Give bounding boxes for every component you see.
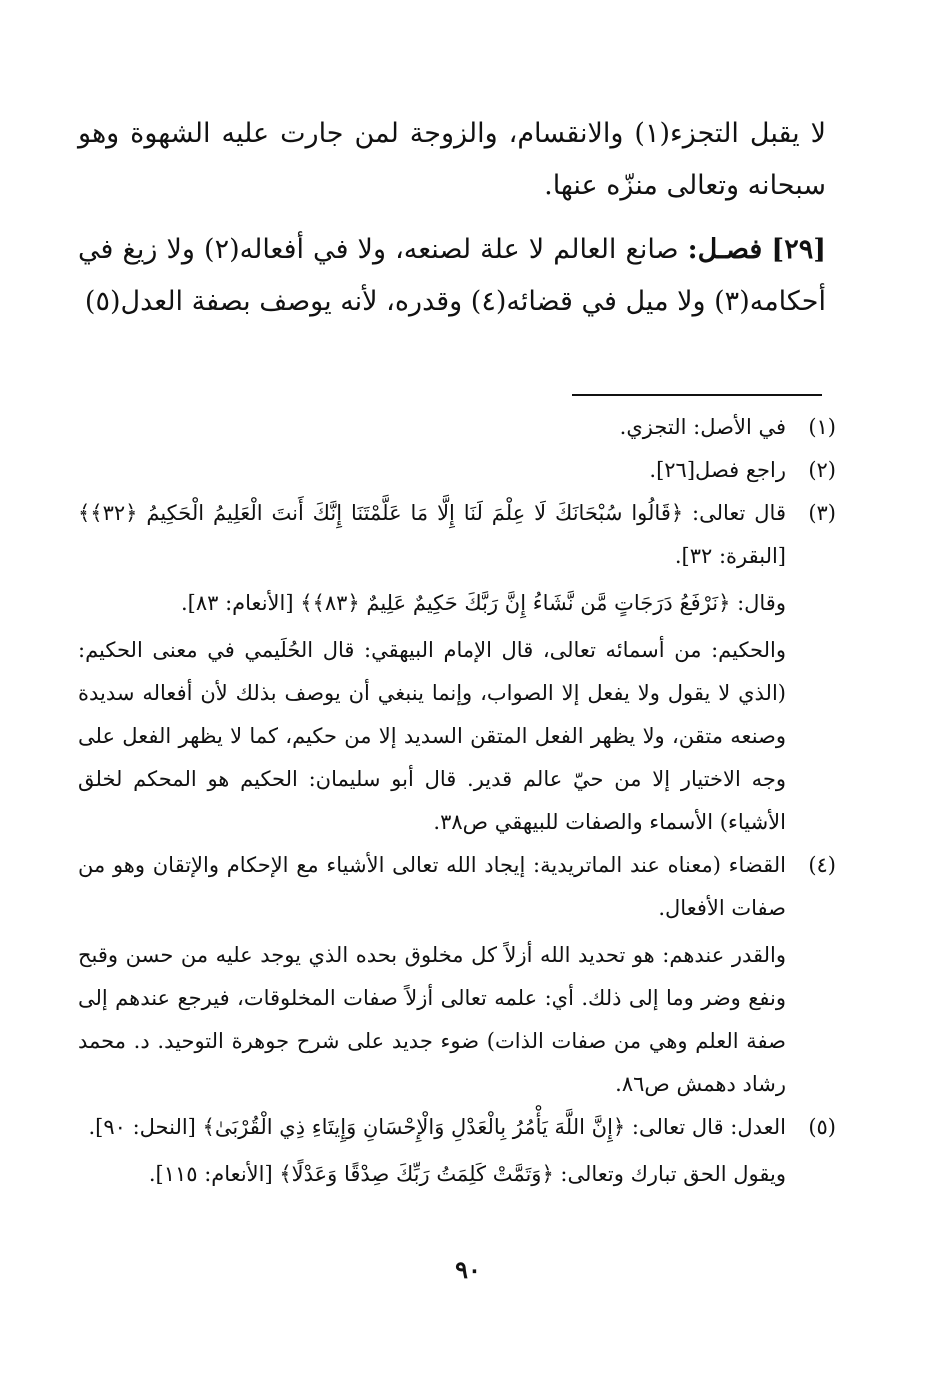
footnote-3 — [78, 492, 836, 844]
footnote-4 — [78, 844, 836, 1106]
main-paragraph-1: لا يقبل التجزء(١) والانقسام، والزوجة لمن جارت عليه الشهوة وهو سبحانه وتعالى منزّه عنها. — [78, 118, 826, 201]
footnote-body — [78, 844, 786, 1106]
footnote-text: قال تعالى: ﴿قَالُوا سُبْحَانَكَ لَا عِلْمَ لَنَا إِلَّا مَا عَلَّمْتَنَا إِنَّكَ أَنتَ الْعَلِيمُ الْحَكِيمُ ﴿٣٢﴾﴾ [البقرة: ٣٢]. — [78, 501, 786, 568]
footnote-number: (٢) — [808, 458, 836, 482]
footnote-text: راجع فصل[٢٦]. — [649, 458, 786, 482]
footnote-text: ويقول الحق تبارك وتعالى: ﴿وَتَمَّتْ كَلِمَتُ رَبِّكَ صِدْقًا وَعَدْلًا﴾ [الأنعام: ١١٥]. — [148, 1162, 786, 1186]
footnotes — [78, 406, 836, 1196]
footnote-text: والحكيم: من أسمائه تعالى، قال الإمام البيهقي: قال الحُلَيمي في معنى الحكيم: (الذي لا يقول ولا يفعل إلا الصواب، وإنما ينبغي أن يوصف بذلك لأن أفعاله سديدة وصنعه متقن، ولا يظهر الفعل المتقن السديد إلا من حكيم، كما لا يظهر الفعل على وجه الاختيار إلا من حيّ عالم قدير. قال أبو سليمان: الحكيم هو المحكم لخلق الأشياء) الأسماء والصفات للبيهقي ص٣٨. — [78, 638, 786, 834]
section-heading: فصـل: — [687, 234, 763, 265]
footnote-body — [78, 492, 786, 844]
main-paragraph-2 — [78, 224, 826, 328]
footnote-text: وقال: ﴿نَرْفَعُ دَرَجَاتٍ مَّن نَّشَاءُ إِنَّ رَبَّكَ حَكِيمٌ عَلِيمٌ ﴿٨٣﴾﴾ [الأنعام: ٨٣]. — [180, 591, 786, 615]
footnote-number: (٤) — [808, 853, 836, 877]
section-body: صانع العالم لا علة لصنعه، ولا في أفعاله(٢) ولا زيغ في أحكامه(٣) ولا ميل في قضائه(٤) وقدره، لأنه يوصف بصفة العدل(٥) — [78, 234, 826, 317]
footnote-text: العدل: قال تعالى: ﴿إِنَّ اللَّهَ يَأْمُرُ بِالْعَدْلِ وَالْإِحْسَانِ وَإِيتَاءِ ذِي الْقُرْبَىٰ﴾ [النحل: ٩٠]. — [88, 1115, 786, 1139]
footnote-text: القضاء (معناه عند الماتريدية: إيجاد الله تعالى الأشياء مع الإحكام والإتقان وهو من صفات الأفعال. — [78, 853, 786, 920]
footnote-number: (٣) — [808, 501, 836, 525]
footnote-body — [78, 1106, 786, 1196]
footnote-body — [78, 449, 786, 492]
footnote-2 — [78, 449, 836, 492]
footnote-text: في الأصل: التجزي. — [619, 415, 786, 439]
footnote-separator — [572, 394, 822, 396]
footnote-text: والقدر عندهم: هو تحديد الله أزلاً كل مخلوق بحده الذي يوجد عليه من حسن وقبح ونفع وضر وما إلى ذلك. أي: علمه تعالى أزلاً صفات المخلوقات، فيرجع عندهم إلى صفة العلم وهي من صفات الذات) ضوء جديد على شرح جوهرة التوحيد. د. محمد رشاد دهمش ص٨٦. — [78, 943, 786, 1096]
footnote-number: (١) — [808, 415, 836, 439]
main-text — [78, 108, 826, 328]
section-number: [٢٩] — [771, 234, 826, 265]
footnote-1 — [78, 406, 836, 449]
footnote-body — [78, 406, 786, 449]
page-number: ٩٠ — [455, 1255, 481, 1284]
footnote-5 — [78, 1106, 836, 1196]
footnote-number: (٥) — [808, 1115, 836, 1139]
